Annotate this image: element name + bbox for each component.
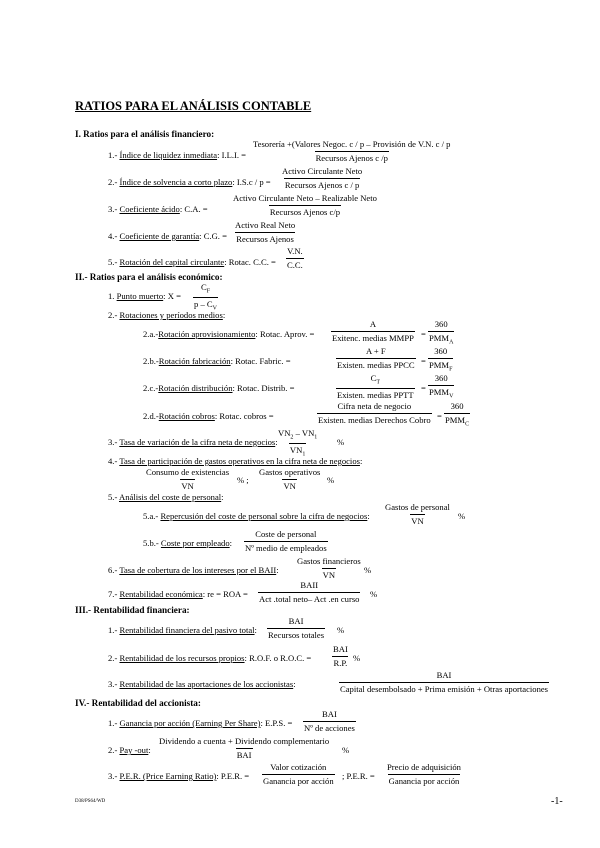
item-number: 6.- [108,565,118,575]
item-number: 5.b.- [143,538,159,548]
denominator-text: VN [289,444,303,455]
numerator: Activo Real Neto [235,220,296,230]
percent-sign: % [364,565,372,575]
fraction-aprov-2 [428,320,454,345]
ratio-label: P.E.R. (Price Earning Ratio) [119,771,217,781]
denominator-text: PMM [429,332,450,343]
colon: : [222,310,226,320]
fraction-coste-empleado [244,530,328,552]
fraction-eps [303,710,356,732]
numerator: Valor cotización [270,762,327,772]
denominator: Act .total neto– Act .en curso [259,593,360,604]
numerator: 360 [434,319,448,329]
ratio-label: Punto muerto [116,291,164,301]
numerator: 360 [450,401,464,411]
equals-sign: = [421,329,426,339]
fraction-rotacion-cc [286,247,304,269]
item-number: 1.- [108,150,118,160]
denominator: VN [181,480,194,491]
ratio-liquidez-inmediata [108,151,246,160]
numerator [200,283,211,297]
item-number: 3.- [108,771,118,781]
ratio-ganancia-por-accion [108,719,292,728]
item-number: 1. [108,291,115,301]
equals-sign: = [421,356,426,366]
numerator: BAI [333,644,348,654]
denominator-text: p – C [194,298,213,309]
formula-lhs: : C.A. = [179,204,208,214]
item-number: 3.- [108,437,118,447]
denominator: Ganancia por acción [388,775,460,786]
formula-lhs: : I.L.I. = [217,150,247,160]
ratio-label: Rotaciones y períodos medios [119,310,223,320]
denominator-subscript: C [465,421,470,428]
item-number: 2.b.- [143,356,159,366]
ratio-per [108,772,249,781]
numerator: BAI [288,616,304,626]
numerator-text: C [370,373,377,383]
ratio-rotacion-fabricacion [143,357,291,366]
item-number: 2.c.- [143,383,159,393]
percent-sign: % [327,475,335,485]
colon: : [359,456,363,466]
formula-lhs: : Rotac. Distrib. = [232,383,295,393]
denominator: Ganancia por acción [263,775,334,786]
numerator: Dividendo a cuenta + Dividendo complementario [159,736,330,746]
numerator: BAI [322,709,337,719]
numerator: BAI [436,670,452,680]
numerator: Precio de adquisición [387,762,461,772]
fraction-aprov-1 [331,320,415,342]
fraction-per-2 [386,763,462,785]
numerator: 360 [434,346,448,356]
denominator: Exitenc. medias MMPP [332,332,414,343]
item-number: 5.- [108,492,118,502]
denominator: Existen. medias Derechos Cobro [318,414,431,425]
ratio-label: Coeficiente ácido [119,204,180,214]
denominator: VN [322,569,336,580]
section-heading-economico: II.- Ratios para el análisis económico: [75,272,223,282]
denominator [428,385,454,400]
item-number: 2.- [108,177,118,187]
denominator: BAI [236,749,252,760]
document-title: RATIOS PARA EL ANÁLISIS CONTABLE [75,99,312,113]
fraction-garantia [234,221,296,243]
fraction-gastos-operativos [258,468,321,490]
ratio-label: Rotación cobros [158,411,215,421]
fraction-pasivo-total [267,617,325,639]
ratio-label: Rotación distribución [158,383,233,393]
ratio-punto-muerto [108,292,181,301]
formula-lhs: : Rotac. C.C. = [224,257,276,267]
ratio-label: Pay -out [119,745,149,755]
ratio-rentabilidad-recursos-propios [108,654,311,663]
item-number: 2.- [108,653,118,663]
numerator: A [369,319,377,329]
ratio-repercusion-coste-personal [143,512,370,521]
formula-lhs: : I.S.c / p = [232,177,271,187]
denominator [444,413,470,428]
denominator: R.P. [333,657,348,668]
item-number: 4.- [108,231,118,241]
item-number: 2.- [108,745,118,755]
denominator: Existen. medias PPCC [337,359,415,370]
formula-lhs: : Rotac. Aprov. = [255,329,315,339]
ratio-rotacion-capital-circulante [108,258,276,267]
denominator: Existen. medias PPTT [337,389,414,400]
fraction-fabric-2 [428,347,453,372]
ratio-rentabilidad-economica [108,590,248,599]
formula-lhs: : C.G. = [199,231,227,241]
colon: : [221,492,224,502]
denominator: Capital desembolsado + Prima emisión + Otras aportaciones [340,683,549,694]
footer-document-code: D38/PS64/WD [75,799,106,804]
item-number: 2.- [108,310,118,320]
numerator-text: C [200,282,207,292]
ratio-coste-por-empleado [143,539,232,548]
numerator [277,429,318,443]
separator-text: % ; [237,475,249,485]
item-number: 5.a.- [143,511,159,521]
ratio-label: Rentabilidad de las aportaciones de los accionistas [119,679,294,689]
item-number: 7.- [108,589,118,599]
item-number: 5.- [108,257,118,267]
formula-lhs: : re = ROA = [202,589,248,599]
numerator: Tesorería +(Valores Negoc. c / p – Provisión de V.N. c / p [253,139,451,149]
numerator: Gastos financieros [297,556,361,566]
percent-sign: % [353,653,361,663]
denominator: VN [411,515,424,526]
section-heading-rentabilidad-financiera: III.- Rentabilidad financiera: [75,605,190,615]
ratio-label: Rentabilidad de los recursos propios [119,653,245,663]
ratio-coeficiente-garantia [108,232,227,241]
item-number: 1.- [108,625,118,635]
numerator: Cifra neta de negocio [337,401,412,411]
colon: : [148,745,151,755]
colon: : [367,511,370,521]
percent-sign: % [370,589,378,599]
numerator-text: VN [278,428,291,438]
formula-lhs: : P.E.R. = [216,771,250,781]
ratio-label: Tasa de participación de gastos operativos en la cifra neta de negocios [119,456,360,466]
fraction-roa [258,581,360,603]
item-number: 1.- [108,718,118,728]
ratio-label: Rentabilidad económica [119,589,203,599]
ratio-label: Repercusión del coste de personal sobre la cifra de negocios [160,511,368,521]
numerator-subscript: F [206,288,211,295]
formula-lhs: : E.P.S. = [260,718,293,728]
equals-sign: = [437,411,442,421]
fraction-recursos-propios [332,645,349,667]
ratio-tasa-cobertura-intereses [108,566,279,575]
colon: : [254,625,257,635]
ratio-label: Rotación fabricación [158,356,231,366]
numerator: Activo Circulante Neto – Realizable Neto [233,193,377,203]
numerator-subscript: 2 [290,434,294,441]
denominator: C.C. [287,259,303,270]
item-number: 2.d.- [143,411,159,421]
formula-lhs: : Rotac. cobros = [214,411,274,421]
denominator: Recursos totales [268,629,325,640]
denominator: Nº de acciones [304,722,355,733]
rotaciones-periodos-medios [108,311,225,320]
ratio-rotacion-distribucion [143,384,294,393]
denominator: Recursos Ajenos c / p [284,179,360,190]
percent-sign: % [337,625,345,635]
ratio-label: Coste por empleado [160,538,230,548]
percent-sign: % [458,511,466,521]
ratio-tasa-variacion-cifra-negocios [108,438,278,447]
separator-text: ; P.E.R. = [342,771,375,781]
fraction-per-1 [262,763,335,785]
fraction-cobros-1 [317,402,432,424]
fraction-consumo-existencias [145,468,230,490]
page-number: -1- [551,796,563,807]
fraction-fabric-1 [336,347,416,369]
ratio-label: Análisis del coste de personal [119,492,222,502]
ratio-rotacion-cobros [143,412,274,421]
denominator-subscript: A [449,339,454,346]
fraction-cobros-2 [444,402,470,427]
fraction-distrib-1 [336,374,415,399]
ratio-rentabilidad-pasivo-total [108,626,257,635]
denominator: Recursos Ajenos c/p [269,206,341,217]
numerator-subscript: 1 [314,434,318,441]
colon: : [276,565,279,575]
numerator: Coste de personal [255,529,317,539]
fraction-liquidez-inmediata [252,140,451,162]
denominator [428,331,454,346]
denominator: VN [283,480,296,491]
formula-lhs: : R.O.F. o R.O.C. = [244,653,312,663]
numerator-subscript: T [376,379,381,386]
analisis-coste-personal [108,493,224,502]
ratio-rotacion-aprovisionamiento [143,330,314,339]
fraction-solvencia [281,167,363,189]
colon: : [275,437,278,447]
numerator: A + F [365,346,386,356]
numerator: Gastos operativos [259,467,321,477]
fraction-distrib-2 [428,374,454,399]
ratio-label: Tasa de cobertura de los intereses por el BAII [119,565,277,575]
fraction-cobertura [296,557,362,579]
section-heading-financiero: I. Ratios para el análisis financiero: [75,129,215,139]
ratio-label: Rotación aprovisionamiento [158,329,256,339]
percent-sign: % [337,437,345,447]
denominator [428,358,453,373]
fraction-aportaciones [339,671,549,693]
numerator: Consumo de existencias [146,467,230,477]
ratio-rentabilidad-aportaciones [108,680,296,689]
percent-sign: % [342,745,350,755]
denominator-subscript: V [449,393,454,400]
ratio-label: Coeficiente de garantía [119,231,200,241]
formula-lhs: : Rotac. Fabric. = [230,356,291,366]
ratio-solvencia-corto-plazo [108,178,271,187]
colon: : [229,538,233,548]
ratio-label: Índice de solvencia a corto plazo [119,177,233,187]
numerator-text: – VN [293,428,315,438]
ratio-label: Índice de liquidez inmediata [119,150,218,160]
item-number: 3.- [108,204,118,214]
numerator [370,374,381,388]
ratio-label: Tasa de variación de la cifra neta de negocios [119,437,276,447]
denominator: Nº medio de empleados [245,542,327,553]
colon: : [293,679,296,689]
numerator: V.N. [287,246,303,256]
numerator: BAII [300,580,319,590]
denominator: Recursos Ajenos [236,233,294,244]
item-number: 3.- [108,679,118,689]
denominator: Recursos Ajenos c /p [315,152,388,163]
ratio-label: Rotación del capital circulante [119,257,225,267]
formula-lhs: : X = [163,291,181,301]
denominator-text: PMM [429,386,450,397]
ratio-label: Ganancia por acción (Earning Per Share) [119,718,261,728]
denominator-subscript: F [449,366,453,373]
numerator: Activo Circulante Neto [282,166,363,176]
ratio-pay-out [108,746,151,755]
denominator-subscript: V [212,305,217,312]
denominator-text: PMM [429,359,450,370]
fraction-coeficiente-acido [232,194,378,216]
denominator-subscript: 1 [302,451,306,458]
ratio-tasa-participacion-gastos [108,457,362,466]
ratio-label: Rentabilidad financiera del pasivo total [119,625,255,635]
ratio-coeficiente-acido [108,205,208,214]
fraction-tasa-variacion [277,429,318,457]
section-heading-rentabilidad-accionista: IV.- Rentabilidad del accionista: [75,698,201,708]
fraction-punto-muerto [193,283,218,311]
item-number: 2.a.- [143,329,159,339]
equals-sign: = [421,383,426,393]
numerator: 360 [434,373,448,383]
numerator: Gastos de personal [385,502,450,512]
denominator-text: PMM [445,414,466,425]
item-number: 4.- [108,456,118,466]
fraction-repercusion [384,503,451,525]
fraction-pay-out [158,737,330,759]
